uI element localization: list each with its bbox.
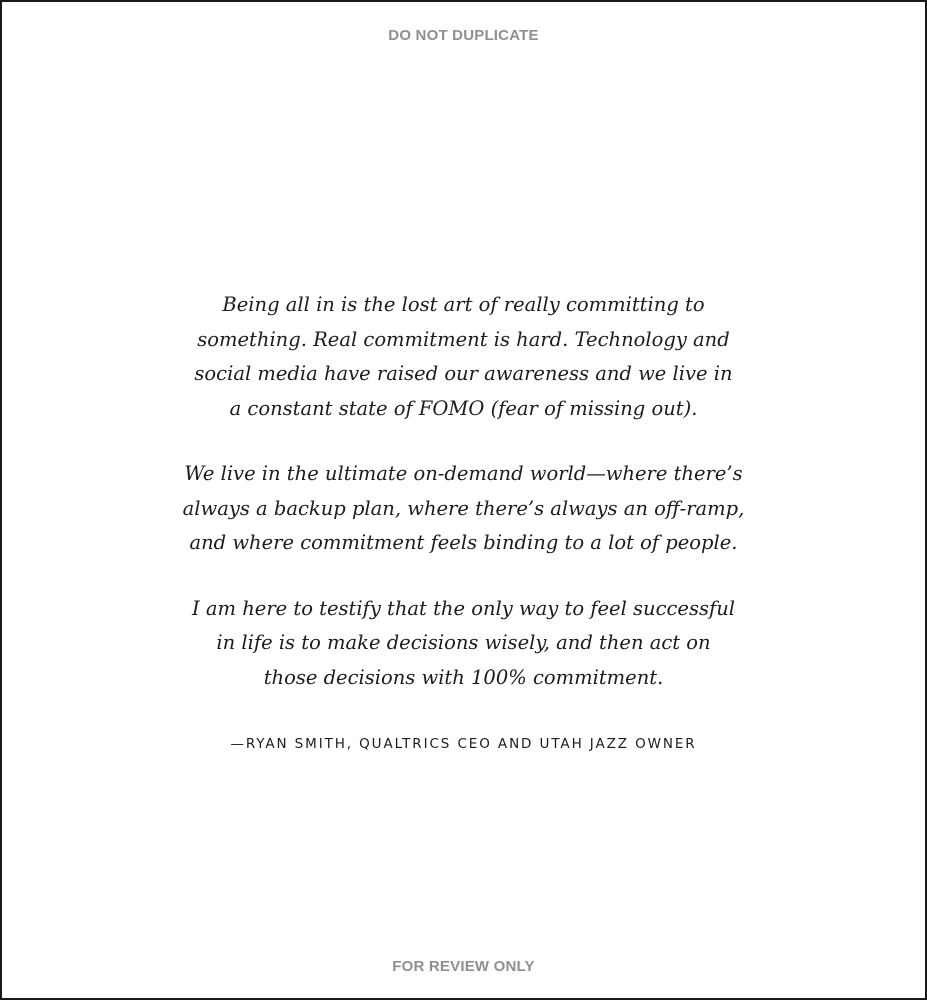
quote-line: and where commitment feels binding to a lot of people. xyxy=(189,531,738,554)
quote-line: Being all in is the lost art of really committing to xyxy=(222,293,705,316)
quote-line: something. Real commitment is hard. Technology and xyxy=(197,327,730,351)
quote-line: social media have raised our awareness and we live in xyxy=(194,362,733,385)
watermark-bottom: FOR REVIEW ONLY xyxy=(392,958,535,975)
quote-line: always a backup plan, where there’s always an off-ramp, xyxy=(182,496,745,520)
quote-paragraph-3 xyxy=(2,592,925,696)
quote-paragraph-2 xyxy=(2,457,925,561)
quote-line: those decisions with 100% commitment. xyxy=(263,665,664,689)
watermark-top: DO NOT DUPLICATE xyxy=(388,27,539,44)
quote-line: We live in the ultimate on-demand world—where there’s xyxy=(184,462,743,485)
quote-line: I am here to testify that the only way to feel successful xyxy=(192,596,735,620)
quote-line: in life is to make decisions wisely, and then act on xyxy=(216,631,711,654)
quote-attribution: —RYAN SMITH, QUALTRICS CEO AND UTAH JAZZ OWNER xyxy=(230,736,697,752)
epigraph-quote xyxy=(2,288,925,726)
quote-line: a constant state of FOMO (fear of missing out). xyxy=(229,396,698,420)
quote-paragraph-1 xyxy=(2,288,925,426)
